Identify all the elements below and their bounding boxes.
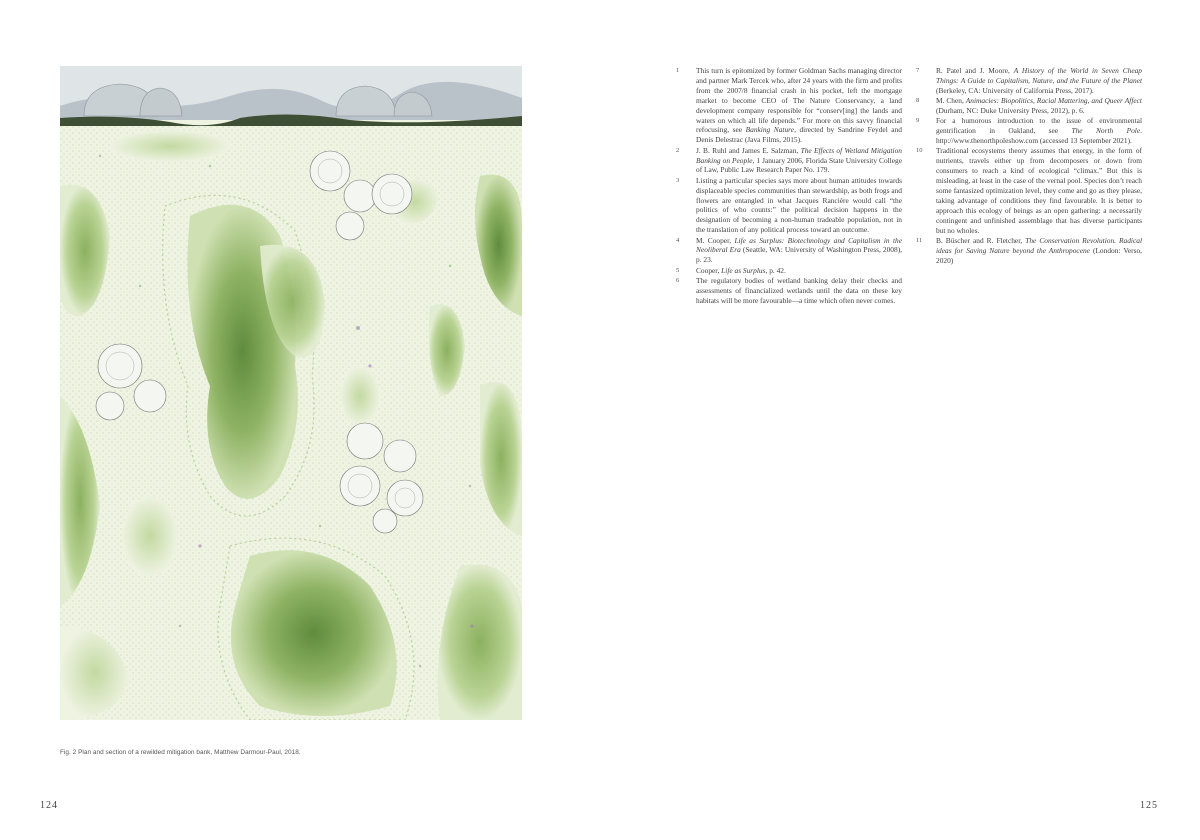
footnote-title: Animacies: Biopolitics, Racial Mattering, and Queer Affect (965, 96, 1142, 106)
footnote-text: This turn is epitomized by former Goldman Sachs managing director and partner Mark Tercek who, after 24 years with the firm and profits from the 2007/8 financial crash in his pocket, left the mortgage market to become CEO of The Nature Conservancy, a land development company responsible for “conserv[ing] the lands and waters on which all life depends.” For more on this savvy financial refocusing, see (696, 66, 902, 135)
footnote (676, 266, 902, 276)
footnote-number: 10 (916, 147, 923, 155)
footnote-number: 11 (916, 236, 923, 244)
footnote-text: , p. 42. (765, 265, 786, 275)
footnote-text: The regulatory bodies of wetland banking delay their checks and assessments of financialized wetlands until the data on these key habitats will be more favourable—a time which often never comes. (696, 275, 902, 305)
footnote-text: , directed by Sandrine Feydel and Denis Delestrac (Java Films, 2015). (696, 125, 902, 145)
footnote-number: 1 (676, 67, 680, 74)
footnote-title: Life as Surplus (721, 265, 766, 275)
footnote-text: M. Chen, (936, 96, 966, 106)
footnote-number: 5 (676, 266, 680, 274)
footnote (916, 66, 1142, 96)
figure-image (60, 66, 522, 720)
footnote-number: 6 (676, 276, 680, 284)
footnote-text: (London: Verso, 2020) (936, 245, 1142, 265)
footnote (676, 146, 902, 176)
footnote-title: Life as Surplus: Biotechnology and Capitalism in the Neoliberal Era (696, 235, 902, 255)
footnote-number: 9 (916, 117, 920, 125)
footnote-title: The North Pole (1071, 126, 1141, 136)
footnote-text: (Seattle, WA: University of Washington Press, 2008), p. 23. (696, 245, 903, 265)
footnote-text: , 1 January 2006, Florida State University College of Law, Public Law Research Paper No. 179. (696, 155, 902, 175)
footnote (676, 66, 902, 145)
footnote-number: 8 (916, 97, 920, 105)
footnote-text: B. Büscher and R. Fletcher, (936, 235, 1026, 245)
footnote (916, 116, 1142, 146)
footnote-text: Cooper, (696, 265, 722, 275)
footnote-text: J. B. Ruhl and James E. Salzman, (696, 145, 801, 155)
footnote (916, 96, 1142, 116)
footnote-number: 7 (916, 67, 920, 74)
footnote-text: (Durham, NC: Duke University Press, 2012), p. 6. (936, 106, 1085, 116)
footnote-text: (Berkeley, CA: University of California Press, 2017). (936, 85, 1094, 95)
footnote-text: . http://www.thenorthpoleshow.com (accessed 13 September 2021). (936, 126, 1142, 146)
footnote (916, 236, 1142, 266)
footnote-title: The Effects of Wetland Mitigation Banking on People (696, 145, 902, 165)
footnote-title: Banking Nature (745, 125, 795, 135)
footnote-text: For a humorous introduction to the issue of environmental gentrification in Oakland, see (936, 116, 1142, 136)
footnote-text: Traditional ecosystems theory assumes that energy, in the form of nutrients, travels either up from decomposers or down from consumers to reach a kind of ecological “climax.” But this is misleading, at least in the case of the vernal pool. Species don’t reach some fantasized optimization level, they come and go as they please, taking advantage of conditions they find favourable. It is better to approach this ecology of beings as an open gathering: a necessarily contingent and unfinished assemblage that has diverse participants but no wholes. (936, 146, 1142, 235)
figure-caption: Fig. 2 Plan and section of a rewilded mitigation bank, Matthew Darmour-Paul, 2018. (60, 749, 301, 756)
footnote (676, 236, 902, 266)
footnote-text: Listing a particular species says more about human attitudes towards displaceable species communities than stewardship, as both frogs and flowers are entangled in what Jacques Rancière would call “the politics of who counts:” the political decision happens in the designation of becoming a non-human tradeable population, not in the translation of any political process toward an outcome. (696, 175, 902, 235)
footnote-title: The Conservation Revolution. Radical ideas for Saving Nature beyond the Anthropocene (936, 235, 1143, 255)
footnote (676, 276, 902, 306)
footnote-number: 4 (676, 236, 680, 244)
footnote-text: M. Cooper, (696, 235, 735, 245)
footnote-text: R. Patel and J. Moore, (936, 66, 1014, 75)
footnote (676, 176, 902, 235)
footnote-number: 2 (676, 146, 680, 154)
footnote-number: 3 (676, 176, 680, 184)
notes-column-right (916, 66, 1142, 266)
page-number-left: 124 (40, 800, 58, 811)
notes-column-left (676, 66, 902, 306)
footnote (916, 146, 1142, 235)
footnote-title: A History of the World in Seven Cheap Things: A Guide to Capitalism, Nature, and the Future of the Planet (936, 66, 1142, 85)
landscape-plan-image (60, 66, 522, 720)
page-number-right: 125 (1140, 800, 1158, 811)
